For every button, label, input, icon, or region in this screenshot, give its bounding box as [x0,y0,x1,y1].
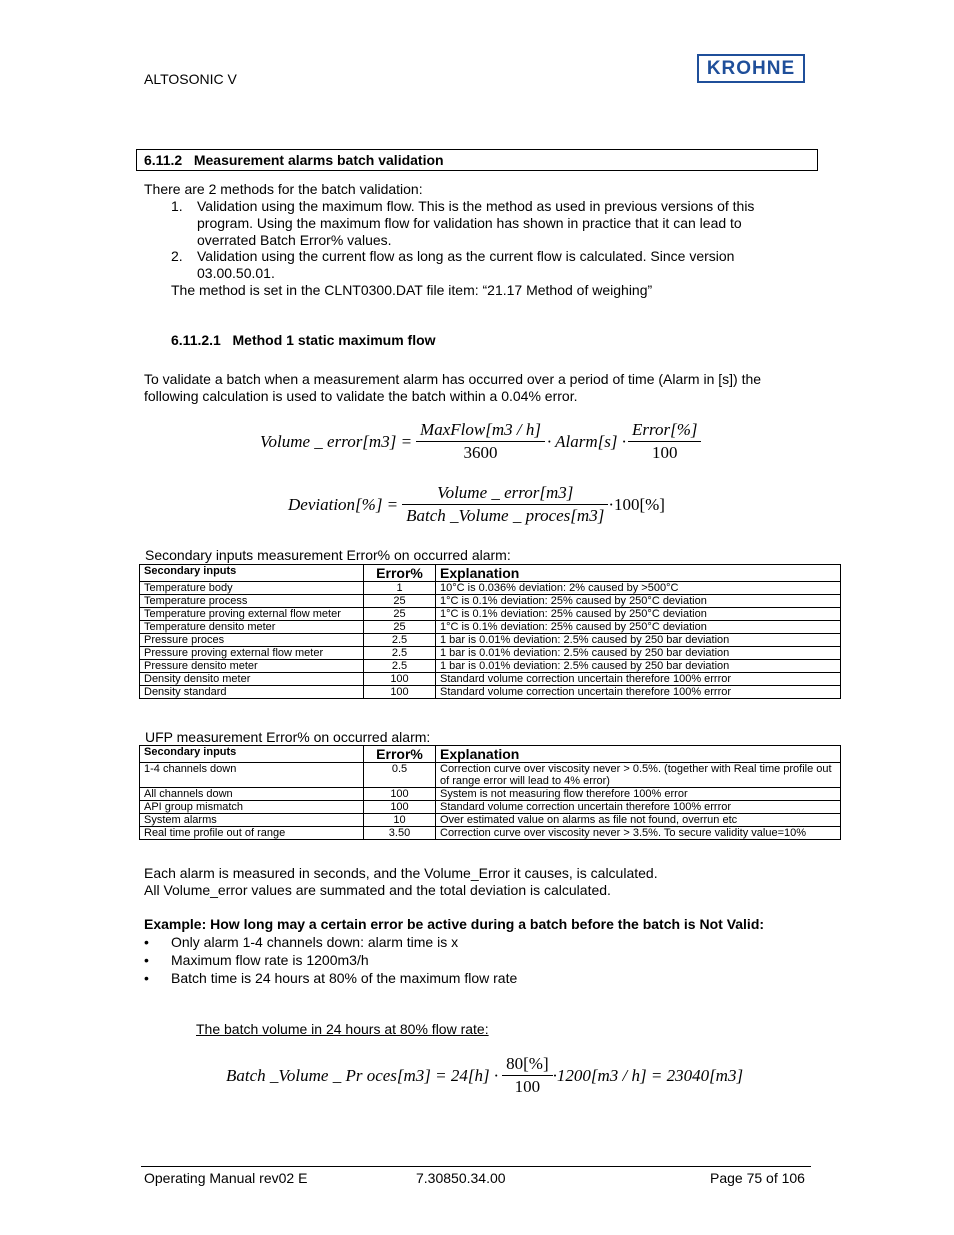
table-row [140,660,841,673]
bullet-icon: • [144,970,149,986]
logo-text: KROHNE [706,57,796,79]
footer-manual: Operating Manual rev02 E [144,1170,308,1186]
cell-secondary-input: Pressure densito meter [140,660,364,673]
summary-line-1: Each alarm is measured in seconds, and the Volume_Error it causes, is calculated. [144,865,658,881]
table-row [140,814,841,827]
subsection-number: 6.11.2.1 [171,332,221,348]
cell-error: 100 [364,673,436,686]
formula-rhs: ·1200[m3 / h] = 23040[m3] [552,1065,744,1085]
krohne-logo [697,54,805,83]
cell-secondary-input: Temperature densito meter [140,621,364,634]
cell-error: 25 [364,621,436,634]
summary-line-2: All Volume_error values are summated and the total deviation is calculated. [144,882,611,898]
header-error: Error% [364,565,436,582]
cell-secondary-input: Temperature body [140,582,364,595]
cell-explanation: Correction curve over viscosity never > 0.5%. (together with Real time profile out of range error will lead to 4% error) [436,763,841,788]
cell-explanation: System is not measuring flow therefore 100% error [436,788,841,801]
table-header-row [140,746,841,763]
table-row [140,763,841,788]
bullet-icon: • [144,952,149,968]
cell-secondary-input: System alarms [140,814,364,827]
cell-error: 100 [364,788,436,801]
cell-error: 25 [364,595,436,608]
secondary-inputs-table [139,564,841,699]
bullet-icon: • [144,934,149,950]
cell-explanation: Standard volume correction uncertain therefore 100% errror [436,801,841,814]
formula-lhs: Deviation[%] = [288,494,399,514]
fraction [416,419,545,464]
formula-mid: · Alarm[s] · [546,431,626,451]
cell-explanation: 1 bar is 0.01% deviation: 2.5% caused by 250 bar deviation [436,634,841,647]
cell-explanation: 1°C is 0.1% deviation: 25% caused by 250°C deviation [436,621,841,634]
fraction-denominator: 100 [651,443,678,462]
table-row [140,595,841,608]
subsection-heading [171,332,436,348]
list-number: 1. [171,198,183,214]
fraction [502,1053,552,1098]
intro-lead: There are 2 methods for the batch validation: [144,181,423,197]
cell-explanation: 1°C is 0.1% deviation: 25% caused by 250°C deviation [436,595,841,608]
formula-batch-volume [226,1053,743,1098]
list-item [171,248,791,282]
formula-volume-error [260,419,701,464]
fraction [628,419,702,464]
document-title: ALTOSONIC V [144,71,237,87]
example-heading: Example: How long may a certain error be active during a batch before the batch is Not Valid: [144,916,765,932]
section-heading [136,149,818,171]
cell-secondary-input: 1-4 channels down [140,763,364,788]
list-number: 2. [171,248,183,264]
list-text: Validation using the maximum flow. This is the method as used in previous versions of this program. Using the maximum flow for validation has shown in practice that it can lead to overrated Batch Error% values. [197,198,755,248]
cell-secondary-input: Density densito meter [140,673,364,686]
cell-explanation: 10°C is 0.036% deviation: 2% caused by >500°C [436,582,841,595]
table-row [140,608,841,621]
bullet-text: Only alarm 1-4 channels down: alarm time is x [171,934,459,950]
section-title: Measurement alarms batch validation [193,152,444,168]
cell-secondary-input: Temperature proving external flow meter [140,608,364,621]
fraction-numerator: 80[%] [502,1053,552,1076]
formula-rhs: ·100[%] [608,494,665,514]
cell-error: 2.5 [364,660,436,673]
formula-lhs: Volume _ error[m3] = [260,431,413,451]
header-secondary-inputs: Secondary inputs [140,746,364,763]
cell-explanation: Over estimated value on alarms as file not found, overrun etc [436,814,841,827]
method-note: The method is set in the CLNT0300.DAT file item: “21.17 Method of weighing” [171,282,653,298]
cell-error: 25 [364,608,436,621]
header-secondary-inputs: Secondary inputs [140,565,364,582]
cell-secondary-input: Pressure proces [140,634,364,647]
table1-caption: Secondary inputs measurement Error% on occurred alarm: [145,547,511,563]
header-error: Error% [364,746,436,763]
cell-secondary-input: Pressure proving external flow meter [140,647,364,660]
fraction-denominator: Batch _Volume _ proces[m3] [406,506,605,525]
cell-error: 100 [364,686,436,699]
footer-divider [141,1166,811,1167]
table-row [140,621,841,634]
subsection-title: Method 1 static maximum flow [232,332,436,348]
cell-error: 3.50 [364,827,436,840]
header-explanation: Explanation [436,565,841,582]
bullet-text: Batch time is 24 hours at 80% of the maximum flow rate [171,970,518,986]
cell-secondary-input: Real time profile out of range [140,827,364,840]
cell-explanation: Standard volume correction uncertain therefore 100% errror [436,686,841,699]
table2-caption: UFP measurement Error% on occurred alarm: [145,729,431,745]
bullet-text: Maximum flow rate is 1200m3/h [171,952,369,968]
table-row [140,634,841,647]
fraction-denominator: 100 [514,1077,541,1096]
cell-secondary-input: Density standard [140,686,364,699]
formula-deviation [288,482,665,527]
cell-explanation: Correction curve over viscosity never > 3.5%. To secure validity value=10% [436,827,841,840]
list-item [144,934,458,950]
footer-page-number: Page 75 of 106 [710,1170,805,1186]
cell-secondary-input: API group mismatch [140,801,364,814]
cell-explanation: 1 bar is 0.01% deviation: 2.5% caused by 250 bar deviation [436,647,841,660]
cell-explanation: Standard volume correction uncertain therefore 100% errror [436,673,841,686]
table-row [140,827,841,840]
table-row [140,686,841,699]
table-row [140,582,841,595]
list-item [171,198,791,249]
header-explanation: Explanation [436,746,841,763]
table-row [140,788,841,801]
list-item [144,952,369,968]
table-row [140,673,841,686]
cell-error: 1 [364,582,436,595]
table-row [140,647,841,660]
formula-lhs: Batch _Volume _ Pr oces[m3] = 24[h] · [226,1065,499,1085]
fraction-denominator: 3600 [463,443,498,462]
section-number: 6.11.2 [144,152,183,168]
fraction-numerator: Volume _ error[m3] [402,482,608,505]
cell-explanation: 1°C is 0.1% deviation: 25% caused by 250°C deviation [436,608,841,621]
cell-error: 10 [364,814,436,827]
batch-volume-label: The batch volume in 24 hours at 80% flow rate: [196,1021,489,1037]
list-item [144,970,517,986]
cell-error: 0.5 [364,763,436,788]
fraction-numerator: MaxFlow[m3 / h] [416,419,545,442]
table-header-row [140,565,841,582]
cell-secondary-input: All channels down [140,788,364,801]
list-text: Validation using the current flow as long as the current flow is calculated. Since version 03.00.50.01. [197,248,735,281]
cell-explanation: 1 bar is 0.01% deviation: 2.5% caused by 250 bar deviation [436,660,841,673]
cell-error: 2.5 [364,634,436,647]
ufp-table [139,745,841,840]
fraction-numerator: Error[%] [628,419,702,442]
footer-doc-number: 7.30850.34.00 [416,1170,506,1186]
cell-error: 100 [364,801,436,814]
cell-error: 2.5 [364,647,436,660]
cell-secondary-input: Temperature process [140,595,364,608]
fraction [402,482,608,527]
body-text: To validate a batch when a measurement alarm has occurred over a period of time (Alarm in [s]) the following calculation is used to validate the batch within a 0.04% error. [144,371,762,404]
table-row [140,801,841,814]
